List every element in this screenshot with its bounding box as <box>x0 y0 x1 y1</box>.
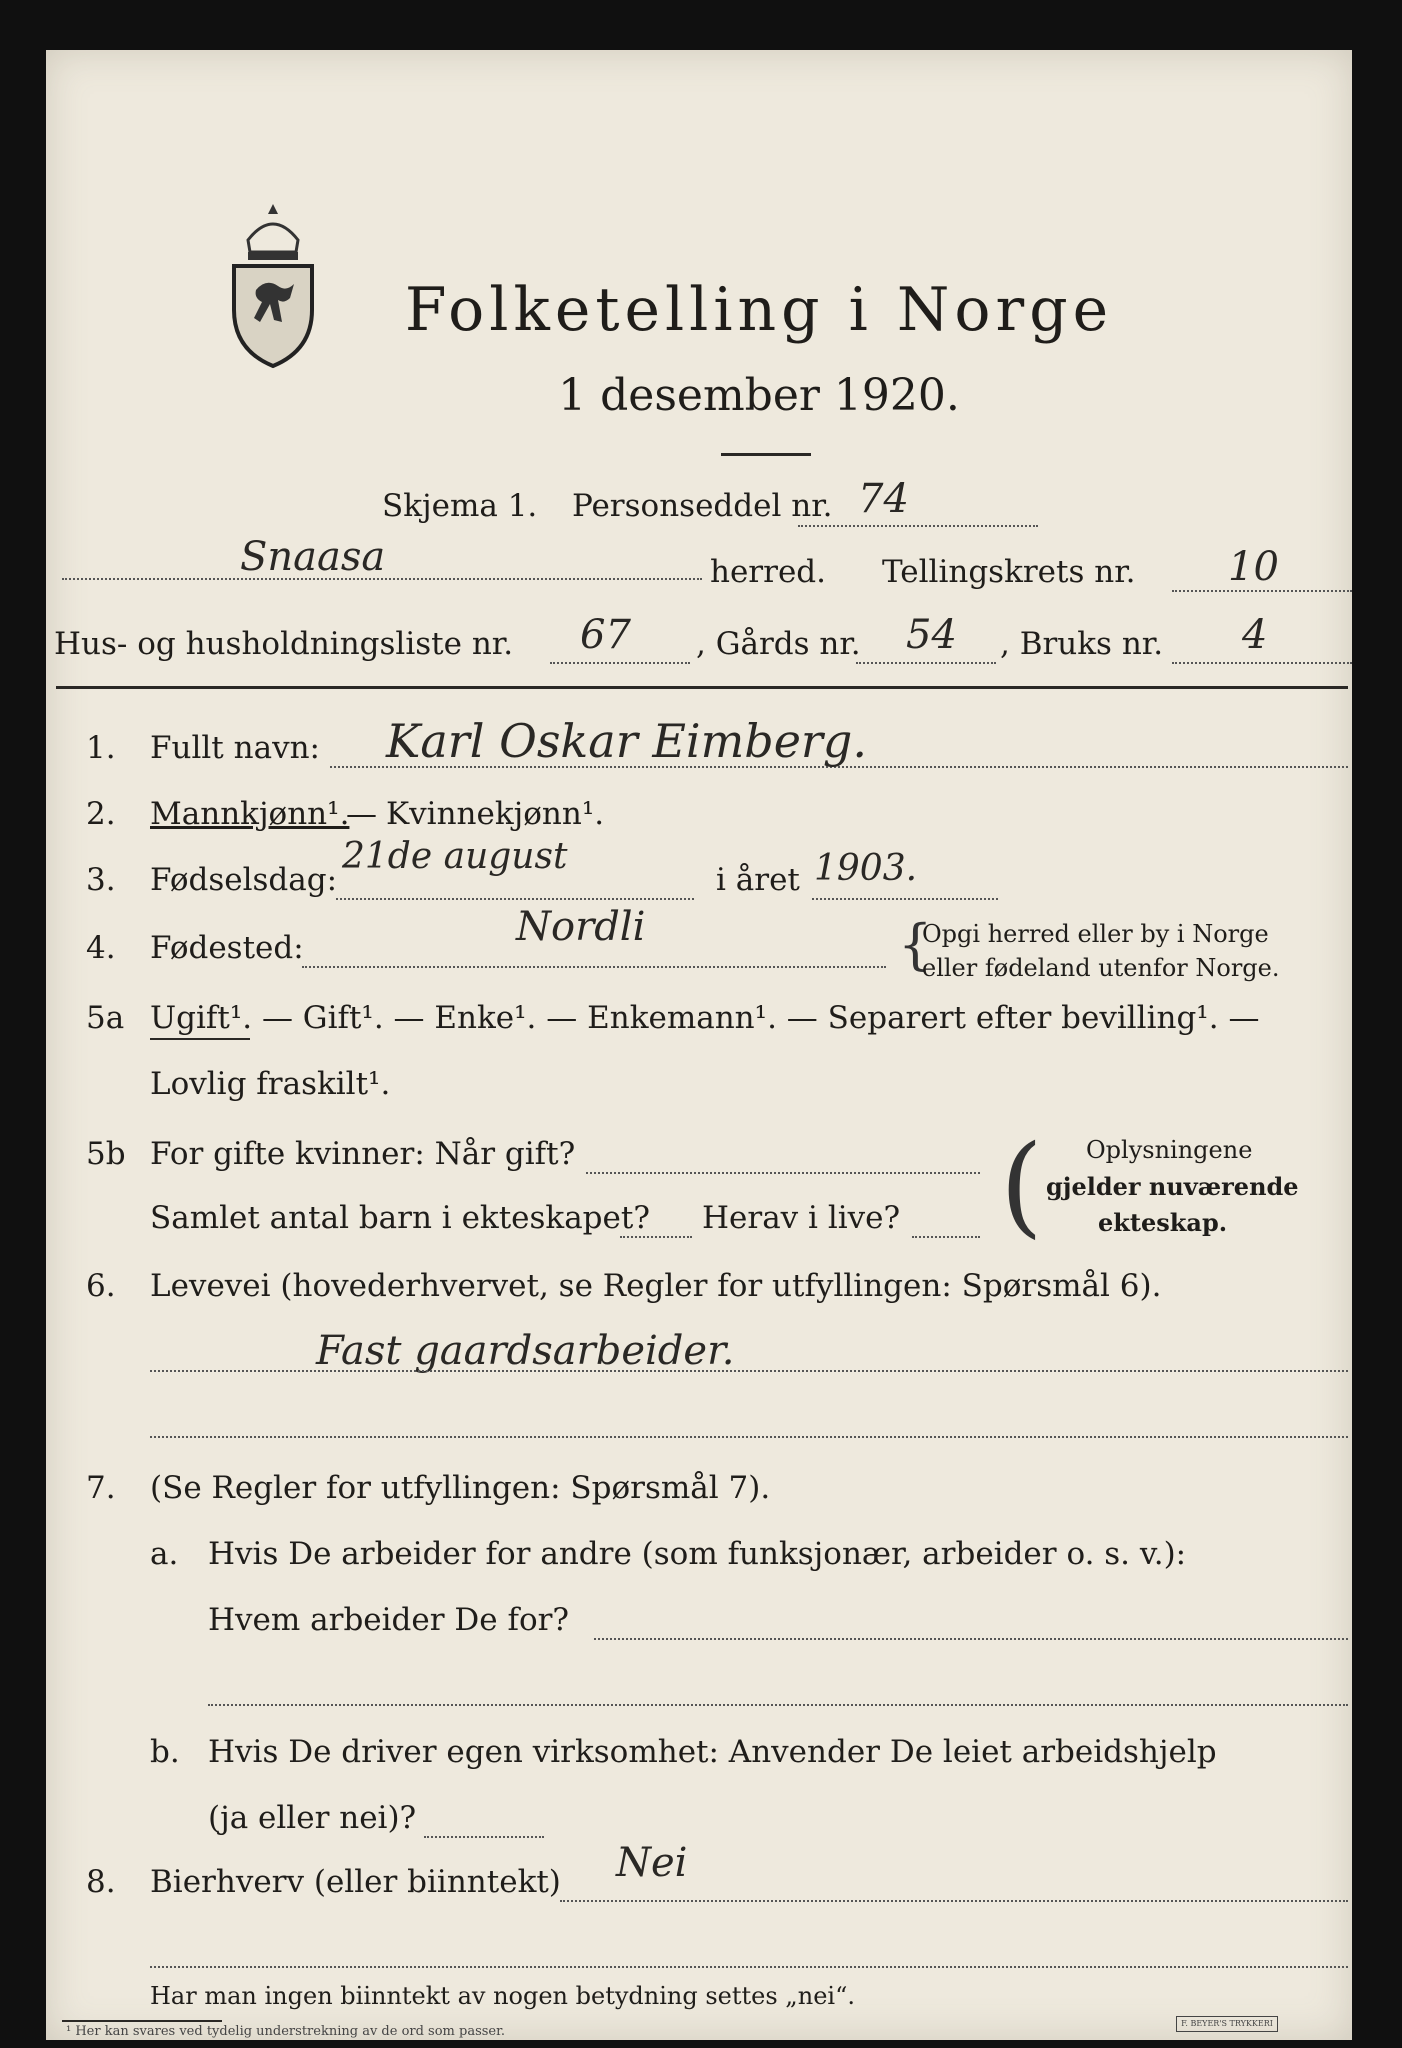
q7b-answer-line <box>424 1836 544 1838</box>
q7b-question: Hvis De driver egen virksomhet: Anvender De leiet arbeidshjelp <box>208 1734 1217 1770</box>
q5b-children-label: Samlet antal barn i ekteskapet? <box>150 1200 650 1236</box>
q3-number: 3. <box>86 862 116 898</box>
hus-line <box>550 662 690 664</box>
q8-value: Nei <box>616 1840 688 1886</box>
bruks-value: 4 <box>1242 612 1268 658</box>
personseddel-value: 74 <box>858 476 909 522</box>
q6-label: Levevei (hovederhvervet, se Regler for utfyllingen: Spørsmål 6). <box>150 1268 1162 1304</box>
footer-note: Har man ingen biinntekt av nogen betydning settes „nei“. <box>150 1982 855 2010</box>
q7b-number: b. <box>150 1734 180 1770</box>
q6-number: 6. <box>86 1268 116 1304</box>
q7-number: 7. <box>86 1470 116 1506</box>
title-divider <box>721 453 811 456</box>
q5a-ugift-underline <box>150 1038 250 1040</box>
personseddel-label: Personseddel nr. <box>572 488 833 524</box>
q7a-number: a. <box>150 1536 179 1572</box>
q4-note-line1: Opgi herred eller by i Norge <box>922 920 1269 948</box>
q5b-when-married: For gifte kvinner: Når gift? <box>150 1136 576 1172</box>
tellingskrets-label: Tellingskrets nr. <box>882 554 1136 590</box>
q3-label: Fødselsdag: <box>150 862 338 898</box>
q5a-number: 5a <box>86 1000 125 1036</box>
gards-value: 54 <box>906 612 957 658</box>
q3-year-value: 1903. <box>814 848 918 889</box>
q7a-employer-line <box>594 1638 1348 1640</box>
footnote-rule <box>62 2020 222 2022</box>
form-title: Folketelling i Norge <box>404 275 1114 345</box>
q5b-note-line1: Oplysningene <box>1086 1136 1253 1164</box>
q8-number: 8. <box>86 1864 116 1900</box>
herred-value: Snaasa <box>240 534 386 580</box>
q8-label: Bierhverv (eller biinntekt) <box>150 1864 561 1900</box>
q5b-note-line2: gjelder nuværende <box>1046 1172 1299 1201</box>
bruks-line <box>1172 662 1352 664</box>
gards-line <box>856 662 996 664</box>
q4-brace: { <box>898 913 933 976</box>
q7-label: (Se Regler for utfyllingen: Spørsmål 7). <box>150 1470 771 1506</box>
q1-label: Fullt navn: <box>150 730 320 766</box>
q5b-number: 5b <box>86 1136 126 1172</box>
form-date: 1 desember 1920. <box>558 370 960 421</box>
q4-line <box>302 966 886 968</box>
q2-male: Mannkjønn¹. <box>150 796 350 832</box>
q7a-question: Hvis De arbeider for andre (som funksjonær, arbeider o. s. v.): <box>208 1536 1187 1572</box>
q5b-alive-line <box>912 1236 980 1238</box>
q2-sep: — <box>346 796 377 832</box>
q3-year-line <box>812 898 998 900</box>
q5a-options: Ugift¹. — Gift¹. — Enke¹. — Enkemann¹. — Separert efter bevilling¹. — <box>150 1000 1260 1036</box>
hus-value: 67 <box>580 612 631 658</box>
gards-label: , Gårds nr. <box>696 626 861 662</box>
herred-label: herred. <box>710 554 826 590</box>
q1-value: Karl Oskar Eimberg. <box>386 714 867 768</box>
q1-number: 1. <box>86 730 116 766</box>
q3-day-line <box>336 898 694 900</box>
q4-value: Nordli <box>516 904 646 950</box>
q5a-options-line2: Lovlig fraskilt¹. <box>150 1066 391 1102</box>
q5b-children-line <box>620 1236 692 1238</box>
footnote: ¹ Her kan svares ved tydelig understrekning av de ord som passer. <box>66 2024 506 2039</box>
q2-number: 2. <box>86 796 116 832</box>
header-rule <box>56 686 1348 689</box>
q5b-brace: ( <box>1000 1121 1043 1249</box>
q6-line2 <box>150 1436 1348 1438</box>
q7b-answer-label: (ja eller nei)? <box>208 1800 417 1836</box>
skjema-label: Skjema 1. <box>382 488 538 524</box>
printer-stamp: F. BEYER'S TRYKKERI <box>1176 2016 1278 2032</box>
q3-year-label: i året <box>716 862 800 898</box>
q7a-extra-line <box>208 1704 1348 1706</box>
q8-extra-line <box>150 1966 1348 1968</box>
tellingskrets-value: 10 <box>1228 544 1279 590</box>
q7a-employer-label: Hvem arbeider De for? <box>208 1602 570 1638</box>
q4-note-line2: eller fødeland utenfor Norge. <box>922 954 1280 982</box>
tellingskrets-line <box>1172 590 1352 592</box>
q6-line1 <box>150 1370 1348 1372</box>
hus-label: Hus- og husholdningsliste nr. <box>54 626 514 662</box>
q8-line <box>560 1900 1348 1902</box>
q4-label: Fødested: <box>150 930 304 966</box>
bruks-label: , Bruks nr. <box>1000 626 1164 662</box>
q3-value: 21de august <box>342 836 568 877</box>
q2-female: Kvinnekjønn¹. <box>386 796 605 832</box>
q5b-alive-label: Herav i live? <box>702 1200 901 1236</box>
census-form <box>46 50 1352 2040</box>
q6-value: Fast gaardsarbeider. <box>316 1328 735 1374</box>
q4-number: 4. <box>86 930 116 966</box>
q5b-when-line <box>586 1172 980 1174</box>
personseddel-line <box>798 525 1038 527</box>
q5b-note-line3: ekteskap. <box>1098 1208 1228 1237</box>
